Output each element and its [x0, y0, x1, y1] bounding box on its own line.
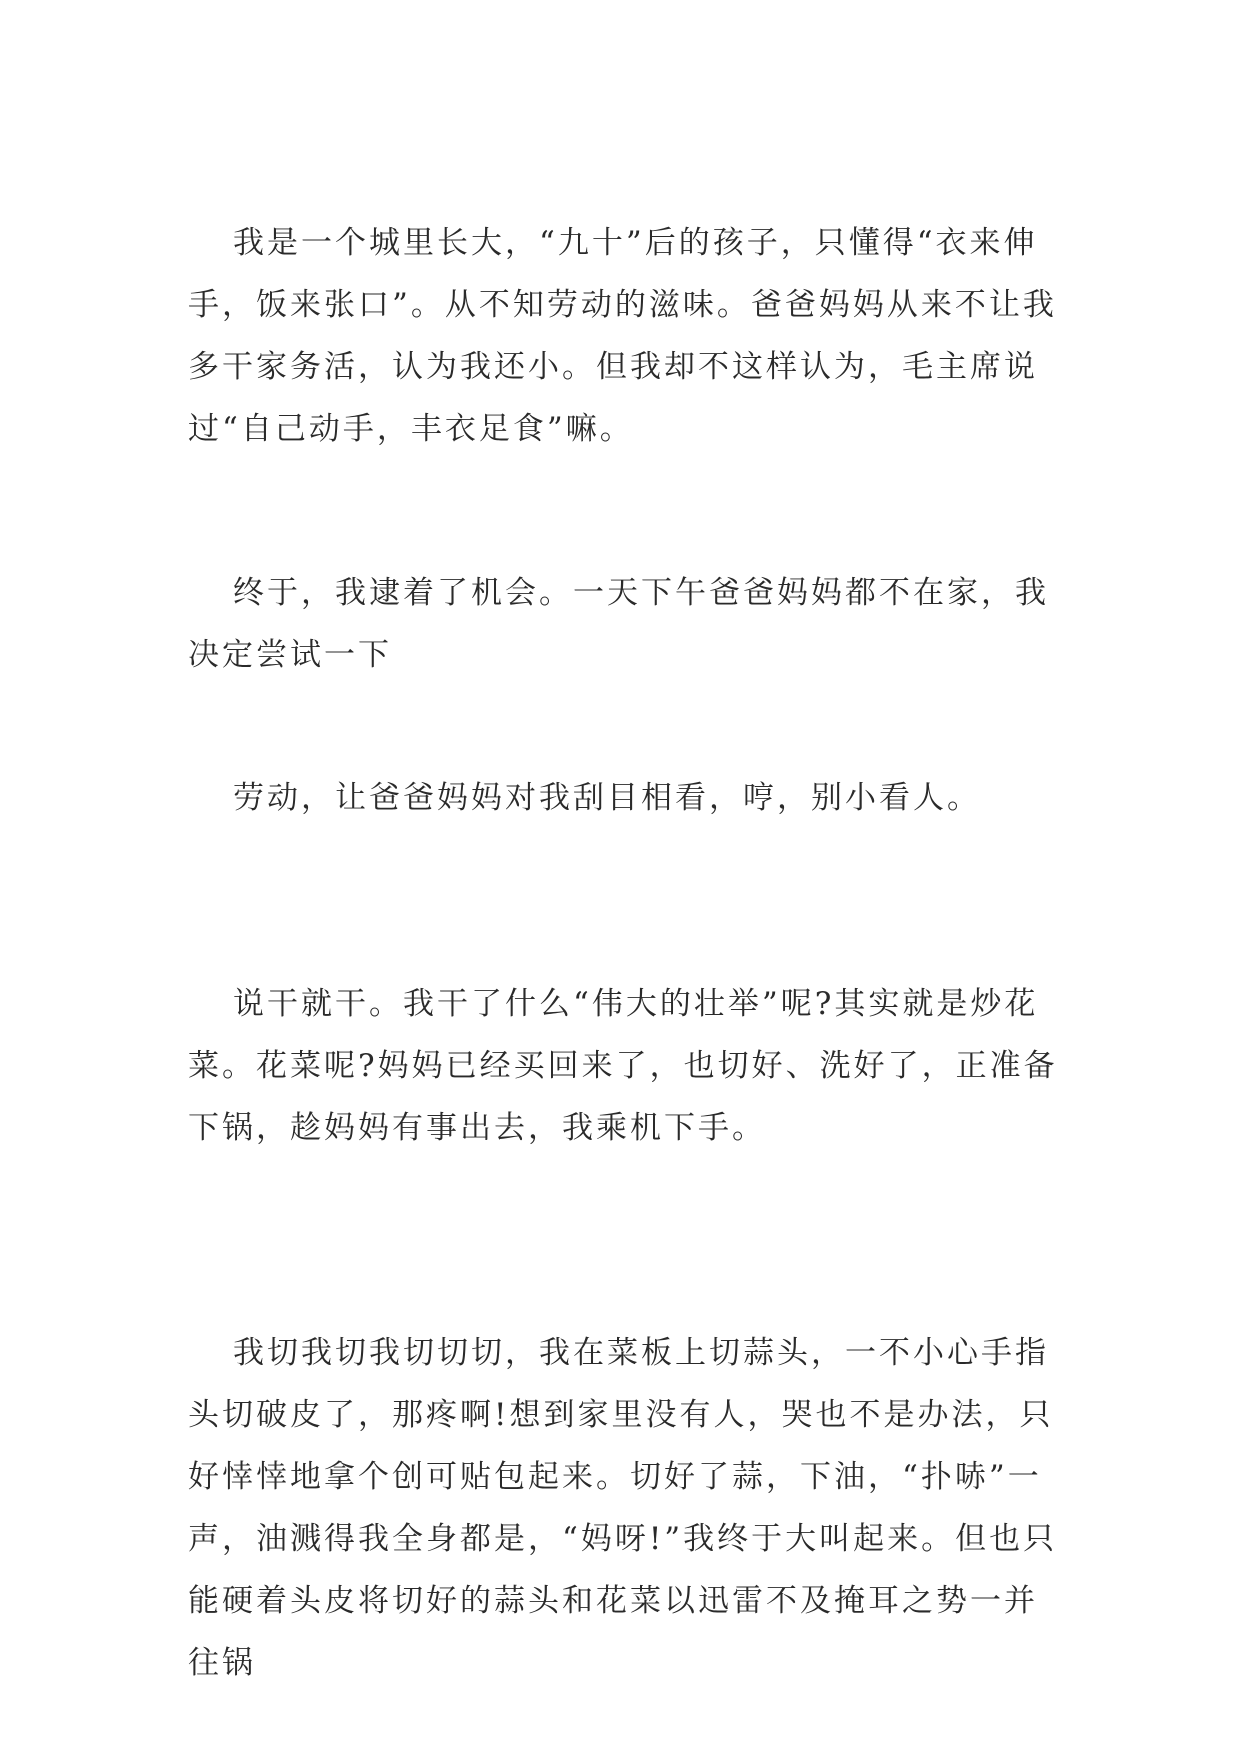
- paragraph-5: 我切我切我切切切，我在菜板上切蒜头，一不小心手指头切破皮了，那疼啊!想到家里没有人，哭也不是办法，只好悻悻地拿个创可贴包起来。切好了蒜，下油，“扑哧”一声，油溅得我全身都是，“妈呀!”我终于大叫起来。但也只能硬着头皮将切好的蒜头和花菜以迅雷不及掩耳之势一并往锅: [188, 1335, 1058, 1681]
- paragraph-3: 劳动，让爸爸妈妈对我刮目相看，哼，别小看人。: [233, 780, 981, 816]
- paragraph-4: 说干就干。我干了什么“伟大的壮举”呢?其实就是炒花菜。花菜呢?妈妈已经买回来了，也切好、洗好了，正准备下锅，趁妈妈有事出去，我乘机下手。: [188, 986, 1058, 1146]
- paragraph-2: 终于，我逮着了机会。一天下午爸爸妈妈都不在家，我决定尝试一下: [188, 575, 1049, 673]
- paragraph-1: 我是一个城里长大，“九十”后的孩子，只懂得“衣来伸手，饭来张口”。从不知劳动的滋味。爸爸妈妈从来不让我多干家务活，认为我还小。但我却不这样认为，毛主席说过“自己动手，丰衣足食”嘛。: [188, 225, 1057, 447]
